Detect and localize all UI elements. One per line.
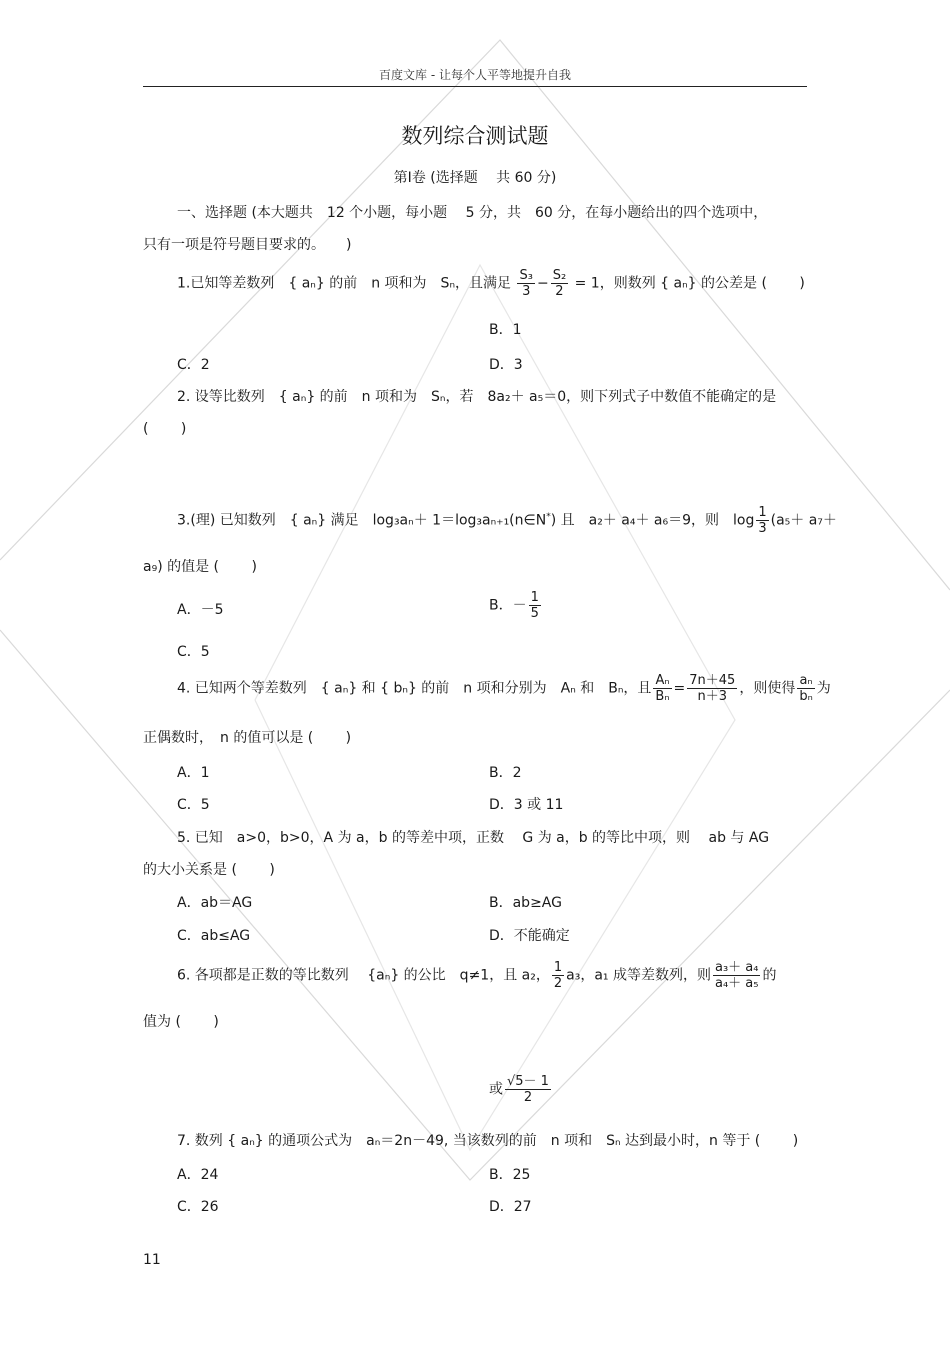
- q4-option-c: C．5: [177, 797, 210, 813]
- q1-option-c: C．2: [177, 357, 210, 373]
- question-6-line-2: 值为 ( ): [143, 1014, 219, 1030]
- q3-log-base: $\frac{1}{3}$: [758, 505, 767, 536]
- q4-option-d: D．3 或 11: [489, 797, 564, 813]
- q5-option-a: A．ab＝AG: [177, 895, 253, 911]
- question-2-line-2: ( ): [143, 421, 187, 437]
- question-6: [177, 960, 776, 991]
- page-title: 数列综合测试题: [401, 124, 549, 148]
- question-4: [177, 673, 831, 704]
- q7-option-c: C．26: [177, 1199, 219, 1215]
- q6-answer-fraction: $\frac{√5- 1}{2}$: [507, 1074, 549, 1105]
- q4-text-mid: ，则使得: [739, 680, 796, 697]
- intro-line-1: 一、选择题 (本大题共 12 个小题，每小题 5 分，共 60 分，在每小题给出的四个选项中，: [177, 205, 768, 221]
- question-5-line-2: 的大小关系是 ( ): [143, 862, 275, 878]
- question-2-line-1: 2. 设等比数列 { aₙ} 的前 n 项和为 Sₙ，若 8a₂＋ a₅＝0，则下列式子中数值不能确定的是: [177, 389, 777, 405]
- intro-line-2: 只有一项是符号题目要求的。 ): [143, 237, 352, 253]
- q3-star: *: [546, 511, 551, 522]
- q3-text-mid: ) 且 a₂＋ a₄＋ a₆＝9，则 log: [550, 512, 755, 529]
- section-subtitle: 第Ⅰ卷 (选择题 共 60 分): [393, 170, 557, 186]
- q1-fraction-s2: $\frac{\text{S₂}}{2}$: [552, 268, 567, 299]
- q5-option-c: C．ab≤AG: [177, 928, 251, 944]
- q6-answer-or: 或: [489, 1081, 503, 1098]
- q1-option-d: D．3: [489, 357, 523, 373]
- q1-text-post: = 1，则数列 { aₙ} 的公差是 ( ): [574, 275, 805, 292]
- q5-option-b: B．ab≥AG: [489, 895, 562, 911]
- question-4-line-2: 正偶数时， n 的值可以是 ( ): [143, 730, 352, 746]
- q6-answer-fragment: [489, 1074, 553, 1105]
- q6-text-post: 的: [762, 967, 777, 984]
- q1-fraction-s3: $\frac{\text{S₃}}{3}$: [519, 268, 533, 299]
- q4-option-b: B．2: [489, 765, 522, 781]
- q3-option-a: A．－5: [177, 602, 224, 618]
- question-1: [177, 268, 805, 299]
- question-7-line-1: 7. 数列 { aₙ} 的通项公式为 aₙ＝2n－49, 当该数列的前 n 项和 Sₙ 达到最小时，n 等于 ( ): [177, 1133, 799, 1149]
- q6-text-pre: 6. 各项都是正数的等比数列 {aₙ} 的公比 q≠1，且 a₂，: [177, 967, 550, 984]
- q3-option-b: [489, 590, 543, 621]
- q4-fraction-ab: $\frac{\text{Aₙ}}{\text{Bₙ}}$: [655, 673, 670, 704]
- page-header: 百度文库 - 让每个人平等地提升自我: [379, 68, 571, 82]
- q3-option-b-fraction: $\frac{1}{5}$: [530, 590, 539, 621]
- q4-option-a: A．1: [177, 765, 210, 781]
- q6-fraction-ratio: $\frac{\text{a₃＋ a₄}}{\text{a₄＋ a₅}}$: [714, 960, 759, 991]
- q4-text-post: 为: [816, 680, 831, 697]
- question-5-line-1: 5. 已知 a>0，b>0，A 为 a，b 的等差中项，正数 G 为 a，b 的等比中项，则 ab 与 AG: [177, 830, 770, 846]
- question-3-line-2: a₉) 的值是 ( ): [143, 559, 257, 575]
- q6-fraction-half: $\frac{1}{2}$: [553, 960, 563, 991]
- q3-text-pre: 3.(理) 已知数列 { aₙ} 满足 log₃aₙ＋ 1＝log₃aₙ₊₁(n∈N: [177, 512, 547, 529]
- q4-text-pre: 4. 已知两个等差数列 { aₙ} 和 { bₙ} 的前 n 项和分别为 Aₙ 和 Bₙ，且: [177, 680, 652, 697]
- q1-minus: −: [536, 275, 549, 292]
- q7-option-b: B．25: [489, 1167, 531, 1183]
- header-divider: [143, 86, 807, 87]
- q7-option-d: D．27: [489, 1199, 532, 1215]
- q4-fraction-anbn: $\frac{\text{aₙ}}{\text{bₙ}}$: [799, 673, 813, 704]
- q3-text-post: (a₅＋ a₇＋: [770, 512, 837, 529]
- page-number: 11: [143, 1252, 161, 1268]
- q5-option-d: D．不能确定: [489, 928, 570, 944]
- q6-text-mid: a₃，a₁ 成等差数列，则: [566, 967, 711, 984]
- q7-option-a: A．24: [177, 1167, 219, 1183]
- q4-fraction-ratio: $\frac{7n+45}{n+3}$: [689, 673, 736, 704]
- q1-option-b: B．1: [489, 322, 522, 338]
- q4-equals: =: [673, 680, 686, 697]
- question-3: [177, 505, 837, 536]
- q3-option-b-label: B．－: [489, 597, 527, 614]
- q1-text-pre: 1.已知等差数列 { aₙ} 的前 n 项和为 Sₙ，且满足: [177, 275, 512, 292]
- q3-option-c: C．5: [177, 644, 210, 660]
